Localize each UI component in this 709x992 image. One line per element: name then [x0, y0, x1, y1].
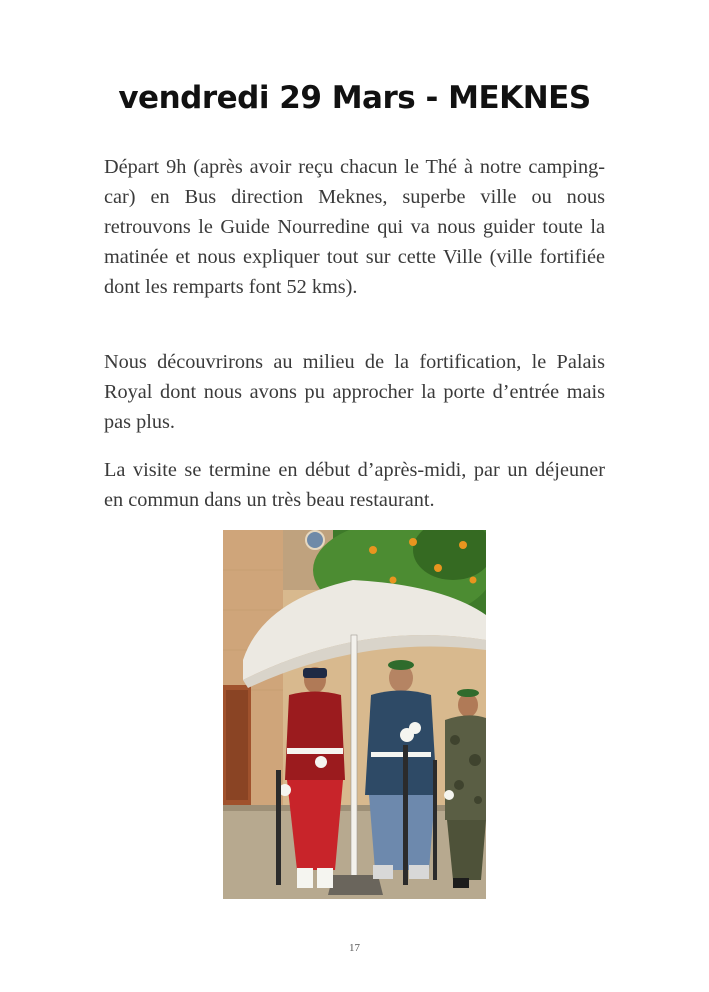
paragraph-royal-palace: Nous découvrirons au milieu de la fortification, le Palais Royal dont nous avons pu approcher la porte d’entrée mais pas plus. [104, 351, 605, 433]
paragraph-departure: Départ 9h (après avoir reçu chacun le Thé à notre camping-car) en Bus direction Meknes, superbe ville ou nous retrouvons le Guide Nourredine qui va nous guider toute la matinée et nous expliquer tout sur cette Ville (ville fortifiée dont les remparts font 52 kms). [104, 156, 605, 298]
photo-royal-palace-guards [223, 530, 486, 899]
page-number: 17 [349, 942, 360, 954]
photo-guard-blue [365, 660, 437, 885]
page-title: vendredi 29 Mars - MEKNES [118, 80, 591, 116]
paragraph-lunch: La visite se termine en début d’après-midi, par un déjeuner en commun dans un très beau restaurant. [104, 459, 605, 511]
